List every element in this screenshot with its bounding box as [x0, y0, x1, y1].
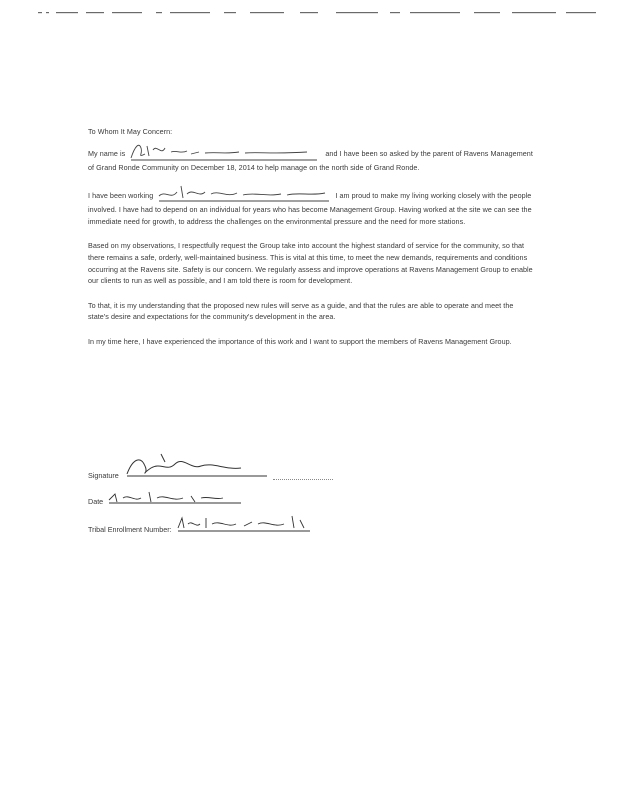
paragraph-2	[88, 186, 534, 227]
tribal-enrollment-row	[88, 512, 314, 534]
paragraph-5: In my time here, I have experienced the importance of this work and I want to support the members of Ravens Management Group.	[88, 336, 512, 346]
paragraph-1-end: and I have been so asked by the parent of Ravens Management of Grand Ronde Community on December 18, 2014 to help manage on the north side of Grand Ronde.	[88, 148, 533, 172]
signature-label: Signature	[88, 471, 119, 480]
paragraph-2-start: I have been working	[88, 191, 154, 201]
date-label: Date	[88, 497, 104, 506]
paragraph-1-start: My name is	[88, 148, 126, 158]
date-handwritten	[105, 486, 245, 506]
paragraph-4: To that, it is my understanding that the proposed new rules will serve as a guide, and that the rules are able to operate and meet the state's desire and expectations for the community's development in the area.	[88, 300, 514, 322]
paragraph-3: Based on my observations, I respectfully request the Group take into account the highest standard of service for the community, so that there remains a safe, orderly, well-maintained business. This is vital at this time, to meet the new demands, requirements and conditions occurring at the Ravens site. Safety is our concern. We regularly assess and improve operations at Ravens Management Group to enable our clients to run as well as possible, and I am told there is room for development.	[88, 241, 533, 286]
greeting: To Whom It May Concern:	[88, 127, 173, 136]
fax-header-marks	[38, 10, 598, 16]
tribal-enrollment-handwritten	[174, 512, 314, 534]
signature-row	[88, 452, 333, 480]
letter-body	[88, 126, 534, 361]
fax-header	[38, 10, 598, 16]
tribal-enrollment-label: Tribal Enrollment Number:	[88, 525, 172, 534]
handwritten-name-1	[127, 144, 323, 162]
handwritten-name-2	[155, 186, 333, 204]
signature-scribble	[121, 452, 271, 480]
paragraph-1	[88, 144, 534, 174]
paragraph-2-end: I am proud to make my living working closely with the people involved. I have had to depend on an individual for years who has become Management Group. Having worked at the site we can see the immediate need for growth, to address the challenges on the environmental pressure and the need for more stations.	[88, 191, 532, 226]
date-row	[88, 486, 245, 506]
signature-line	[273, 478, 333, 480]
